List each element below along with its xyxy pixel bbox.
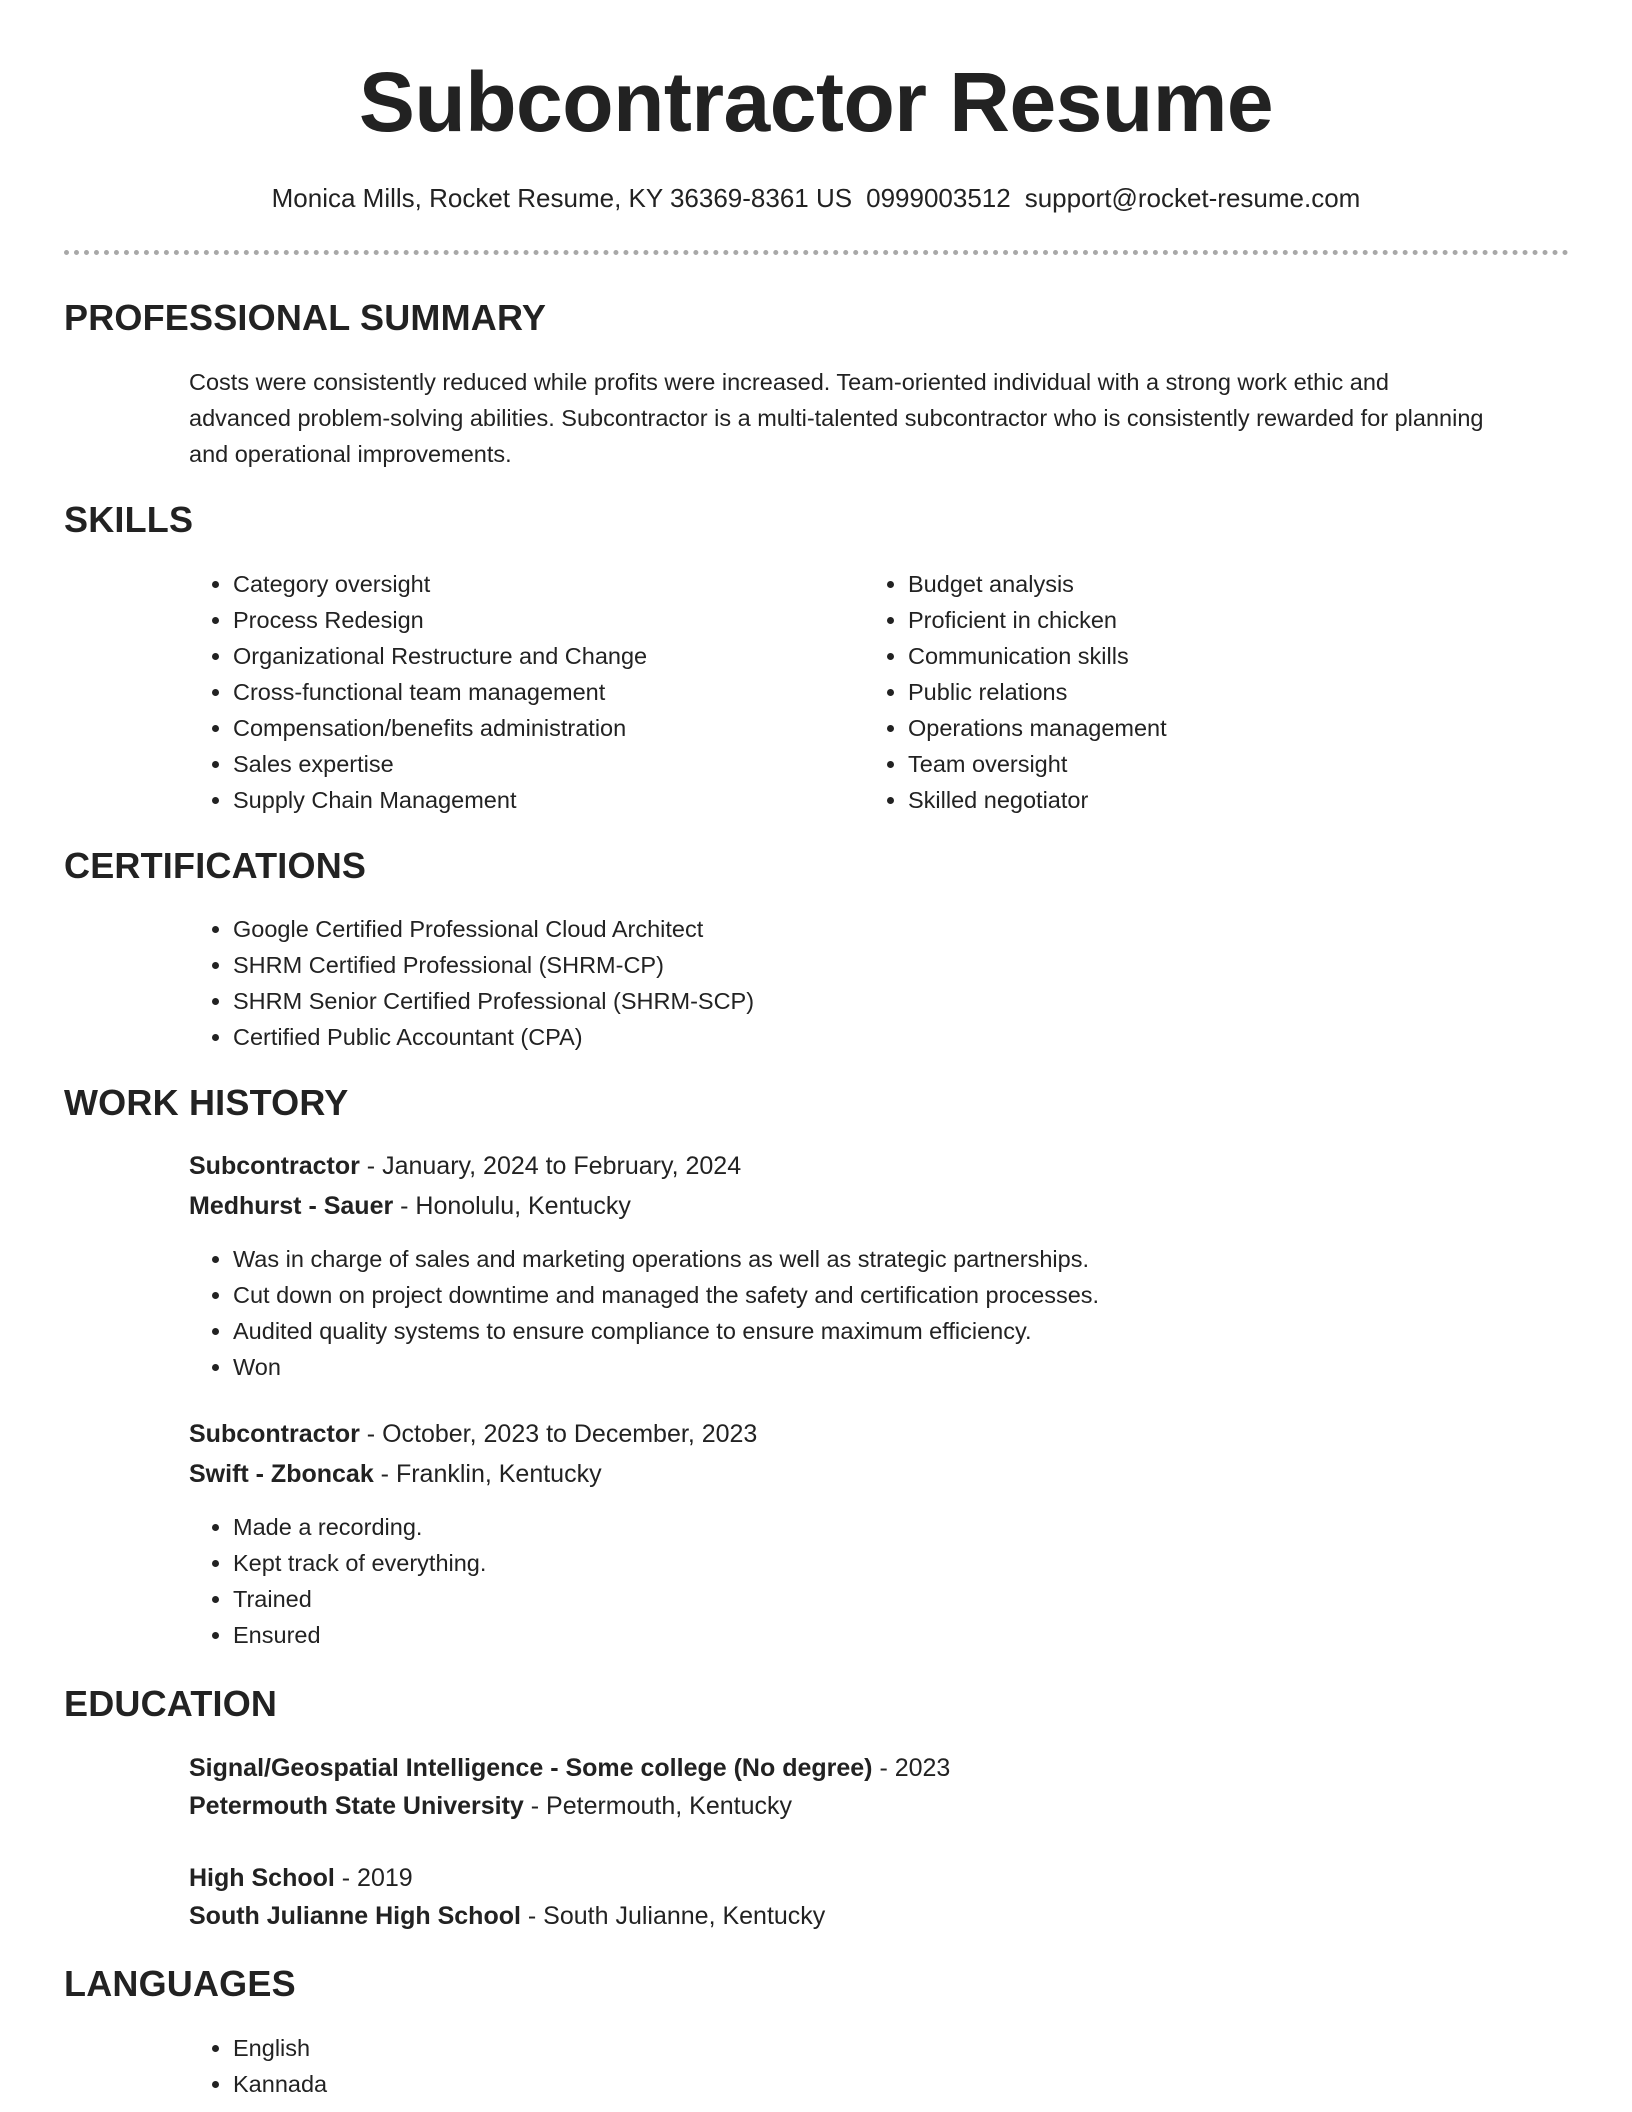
job-role: Subcontractor — [189, 1152, 360, 1180]
education-school-line — [189, 1788, 792, 1824]
skill-item: • Sales expertise — [233, 746, 853, 782]
skill-item: • Category oversight — [233, 566, 853, 602]
skill-item: • Operations management — [908, 710, 1528, 746]
job-company: Swift - Zboncak — [189, 1460, 374, 1488]
education-school: Petermouth State University — [189, 1792, 524, 1820]
section-title-education: EDUCATION — [64, 1683, 278, 1724]
job-role: Subcontractor — [189, 1420, 360, 1448]
job-bullet: • Audited quality systems to ensure compliance to ensure maximum efficiency. — [233, 1313, 1533, 1349]
skill-item: • Process Redesign — [233, 602, 853, 638]
skills-list-right — [864, 566, 1528, 818]
education-location: - Petermouth, Kentucky — [523, 1792, 793, 1820]
certification-item: • Certified Public Accountant (CPA) — [233, 1019, 1433, 1055]
job-bullet: • Won — [233, 1349, 1533, 1385]
header-divider — [64, 250, 1569, 255]
skill-item: • Skilled negotiator — [908, 782, 1528, 818]
certification-item: • SHRM Certified Professional (SHRM-CP) — [233, 947, 1433, 983]
education-degree: Signal/Geospatial Intelligence - Some college (No degree) — [189, 1754, 873, 1782]
job-title-line — [189, 1148, 741, 1184]
skills-list-left — [189, 566, 853, 818]
job-company-line — [189, 1456, 602, 1492]
contact-phone: 0999003512 — [866, 183, 1011, 213]
education-school-line — [189, 1898, 825, 1934]
job-bullet: • Made a recording. — [233, 1509, 1533, 1545]
skill-item: • Budget analysis — [908, 566, 1528, 602]
education-year: - 2023 — [872, 1754, 951, 1782]
job-location: - Honolulu, Kentucky — [393, 1192, 631, 1220]
skill-item: • Organizational Restructure and Change — [233, 638, 853, 674]
job-bullet: • Ensured — [233, 1617, 1533, 1653]
languages-list — [189, 2030, 833, 2102]
resume-title: Subcontractor Resume — [358, 55, 1274, 149]
job-location: - Franklin, Kentucky — [373, 1460, 602, 1488]
contact-address: Monica Mills, Rocket Resume, KY 36369-8361 US — [271, 183, 853, 213]
skill-item: • Supply Chain Management — [233, 782, 853, 818]
education-degree-line — [189, 1750, 950, 1786]
job-bullet: • Trained — [233, 1581, 1533, 1617]
skill-item: • Compensation/benefits administration — [233, 710, 853, 746]
job-bullet: • Was in charge of sales and marketing operations as well as strategic partnerships. — [233, 1241, 1533, 1277]
job-dates: - October, 2023 to December, 2023 — [359, 1420, 758, 1448]
job-bullets — [189, 1509, 1533, 1653]
job-bullet: • Cut down on project downtime and managed the safety and certification processes. — [233, 1277, 1533, 1313]
contact-email: support@rocket-resume.com — [1024, 183, 1361, 213]
certifications-list — [189, 911, 1433, 1055]
skill-item: • Communication skills — [908, 638, 1528, 674]
job-company-line — [189, 1188, 631, 1224]
education-degree: High School — [189, 1864, 335, 1892]
job-company: Medhurst - Sauer — [189, 1192, 394, 1220]
skill-item: • Cross-functional team management — [233, 674, 853, 710]
contact-line — [0, 180, 1632, 216]
skill-item: • Proficient in chicken — [908, 602, 1528, 638]
certification-item: • Google Certified Professional Cloud Architect — [233, 911, 1433, 947]
certification-item: • SHRM Senior Certified Professional (SHRM-SCP) — [233, 983, 1433, 1019]
section-title-summary: PROFESSIONAL SUMMARY — [64, 297, 547, 338]
education-location: - South Julianne, Kentucky — [520, 1902, 826, 1930]
language-item: • English — [233, 2030, 833, 2066]
summary-text: Costs were consistently reduced while profits were increased. Team-oriented individual with a strong work ethic and advanced problem-solving abilities. Subcontractor is a multi-talented subcontractor who is consistently rewarded for planning and operational improvements. — [189, 369, 1484, 467]
job-dates: - January, 2024 to February, 2024 — [359, 1152, 742, 1180]
section-title-languages: LANGUAGES — [64, 1963, 296, 2004]
skill-item: • Team oversight — [908, 746, 1528, 782]
language-item: • Kannada — [233, 2066, 833, 2102]
section-title-certifications: CERTIFICATIONS — [64, 845, 367, 886]
job-bullets — [189, 1241, 1533, 1385]
job-bullet: • Kept track of everything. — [233, 1545, 1533, 1581]
skill-item: • Public relations — [908, 674, 1528, 710]
education-school: South Julianne High School — [189, 1902, 521, 1930]
section-title-skills: SKILLS — [64, 499, 194, 540]
education-degree-line — [189, 1860, 413, 1896]
job-title-line — [189, 1416, 757, 1452]
section-title-work-history: WORK HISTORY — [64, 1082, 349, 1123]
education-year: - 2019 — [334, 1864, 413, 1892]
